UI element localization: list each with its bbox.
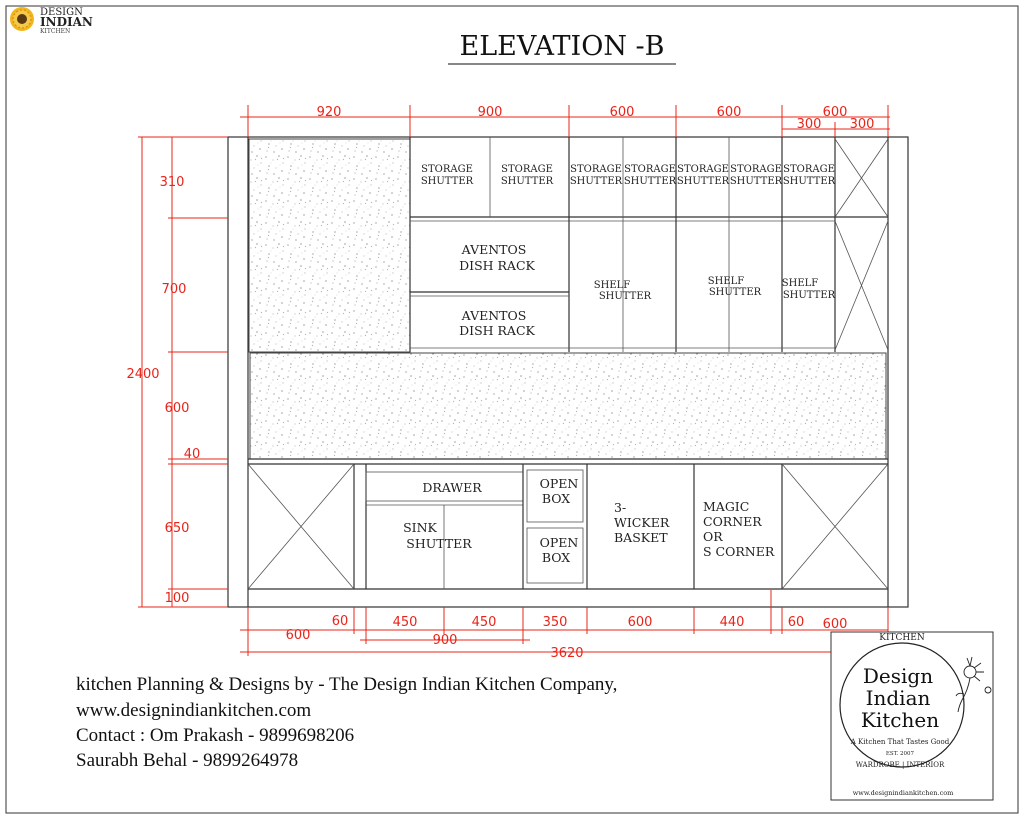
- dim-left-2400: 2400: [126, 367, 160, 382]
- label-shelf-1a: SHELF: [593, 280, 631, 291]
- dim-bottom-450b: 450: [471, 615, 497, 630]
- footer-website: www.designindiankitchen.com: [76, 700, 312, 721]
- stamp-est: EST. 2007: [885, 751, 915, 757]
- brand-logo-small: [10, 7, 93, 35]
- label-storage-7a: STORAGE: [783, 164, 835, 175]
- label-magic-1: MAGIC: [703, 499, 750, 514]
- dim-bottom-600a: 600: [285, 628, 311, 643]
- logo-small-line3: KITCHEN: [40, 28, 71, 35]
- stamp-top-text: KITCHEN: [879, 633, 925, 643]
- label-storage-5b: SHUTTER: [676, 176, 730, 187]
- dim-bottom-3620: 3620: [550, 646, 584, 661]
- label-aventos-1a: AVENTOS: [461, 242, 527, 257]
- footer-contact-2: Saurabh Behal - 9899264978: [76, 750, 299, 771]
- stamp-brand-3: Kitchen: [860, 708, 940, 732]
- dim-bottom-450a: 450: [392, 615, 418, 630]
- label-shelf-2a: SHELF: [707, 276, 745, 287]
- label-openbox-1a: OPEN: [539, 476, 579, 491]
- stamp-bottom-text: WARDROBE | INTERIOR: [855, 761, 945, 769]
- label-wicker-3: BASKET: [614, 530, 668, 545]
- label-storage-2b: SHUTTER: [500, 176, 554, 187]
- label-shelf-1b: SHUTTER: [598, 291, 652, 302]
- label-openbox-1b: BOX: [541, 491, 571, 506]
- label-storage-5a: STORAGE: [677, 164, 729, 175]
- label-magic-3: OR: [703, 529, 723, 544]
- dim-bottom-600c: 600: [822, 617, 848, 632]
- granite-backsplash: [250, 353, 886, 459]
- dim-bottom-900: 900: [432, 633, 458, 648]
- dim-left-310: 310: [159, 175, 185, 190]
- dim-bottom-60a: 60: [331, 614, 349, 629]
- footer-contact-1: Contact : Om Prakash - 9899698206: [76, 725, 355, 746]
- label-storage-4b: SHUTTER: [623, 176, 677, 187]
- dim-left-100: 100: [164, 591, 190, 606]
- label-aventos-2b: DISH RACK: [459, 323, 535, 338]
- label-storage-2a: STORAGE: [501, 164, 553, 175]
- label-magic-4: S CORNER: [703, 544, 775, 559]
- label-wicker-2: WICKER: [614, 515, 670, 530]
- logo-small-line1: DESIGN: [40, 7, 83, 18]
- stamp-tagline: A Kitchen That Tastes Good: [850, 738, 950, 746]
- logo-small-line2: INDIAN: [40, 15, 93, 29]
- label-drawer: DRAWER: [422, 480, 482, 495]
- company-stamp: [831, 632, 993, 800]
- dim-bottom-60b: 60: [787, 615, 805, 630]
- dim-top-900: 900: [477, 105, 503, 120]
- label-aventos-2a: AVENTOS: [461, 308, 527, 323]
- stamp-brand-2: Indian: [865, 686, 931, 710]
- dim-left-40: 40: [183, 447, 201, 462]
- label-storage-7b: SHUTTER: [782, 176, 836, 187]
- dim-top-300b: 300: [849, 117, 875, 132]
- label-storage-3b: SHUTTER: [569, 176, 623, 187]
- dim-top-300a: 300: [796, 117, 822, 132]
- drawing-title: ELEVATION -B: [459, 31, 665, 62]
- dim-left-700: 700: [161, 282, 187, 297]
- label-storage-1a: STORAGE: [421, 164, 473, 175]
- label-openbox-2b: BOX: [541, 550, 571, 565]
- label-storage-4a: STORAGE: [624, 164, 676, 175]
- label-sink-1: SINK: [403, 520, 437, 535]
- label-magic-2: CORNER: [703, 514, 762, 529]
- label-storage-3a: STORAGE: [570, 164, 622, 175]
- label-openbox-2a: OPEN: [539, 535, 579, 550]
- dim-top-920: 920: [316, 105, 342, 120]
- stamp-url: www.designindiankitchen.com: [852, 789, 954, 797]
- sunflower-icon: [10, 7, 34, 31]
- label-storage-1b: SHUTTER: [420, 176, 474, 187]
- label-storage-6b: SHUTTER: [729, 176, 783, 187]
- dim-left-650: 650: [164, 521, 190, 536]
- label-shelf-3a: SHELF: [781, 278, 819, 289]
- label-shelf-2b: SHUTTER: [708, 287, 762, 298]
- dim-bottom-600b: 600: [627, 615, 653, 630]
- dim-bottom-440: 440: [719, 615, 745, 630]
- dim-bottom-350: 350: [542, 615, 568, 630]
- label-sink-2: SHUTTER: [406, 536, 472, 551]
- dim-top-600a: 600: [609, 105, 635, 120]
- dim-top-600b: 600: [716, 105, 742, 120]
- granite-tall-panel: [249, 139, 410, 352]
- label-storage-6a: STORAGE: [730, 164, 782, 175]
- label-wicker-1: 3-: [614, 500, 627, 515]
- label-shelf-3b: SHUTTER: [782, 290, 836, 301]
- label-aventos-1b: DISH RACK: [459, 258, 535, 273]
- footer-company: kitchen Planning & Designs by - The Design Indian Kitchen Company,: [76, 674, 618, 695]
- dim-left-600: 600: [164, 401, 190, 416]
- stamp-brand-1: Design: [862, 664, 934, 688]
- dim-top-600c: 600: [822, 105, 848, 120]
